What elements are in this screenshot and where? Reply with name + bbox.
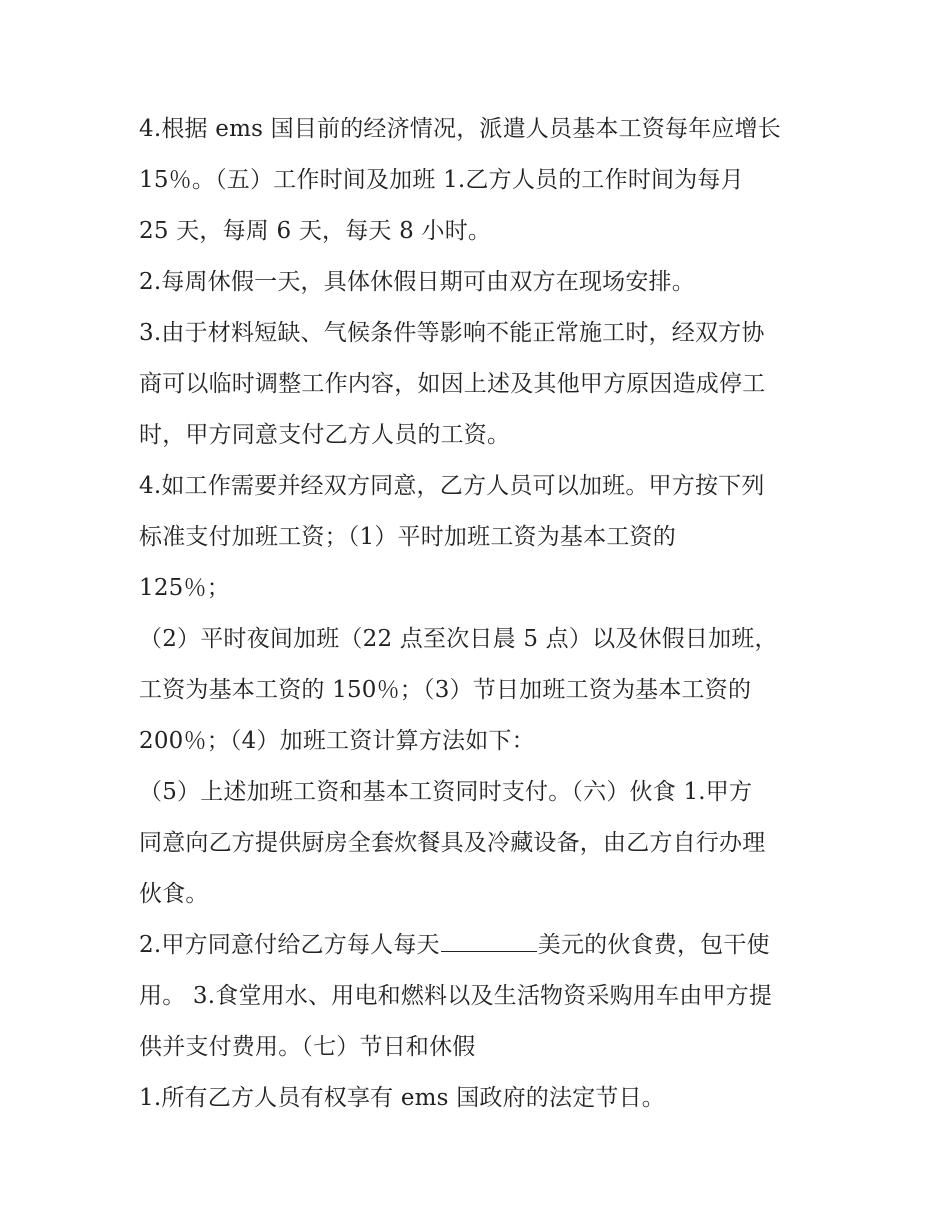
text-line: 4.根据 ems 国目前的经济情况，派遣人员基本工资每年应增长: [139, 116, 781, 142]
text-line: 3.由于材料短缺、气候条件等影响不能正常施工时，经双方协: [139, 320, 765, 346]
text-line: 同意向乙方提供厨房全套炊餐具及冷藏设备，由乙方自行办理: [139, 830, 766, 856]
text-line-with-blank: [139, 920, 839, 971]
text-line: 1.所有乙方人员有权享有 ems 国政府的法定节日。: [139, 1085, 665, 1111]
text-line: 2.每周休假一天，具体休假日期可由双方在现场安排。: [139, 269, 695, 295]
text-line: 200％；（4）加班工资计算方法如下：: [139, 728, 535, 754]
text-line: 用。 3.食堂用水、用电和燃料以及生活物资采购用车由甲方提: [139, 983, 773, 1009]
text-line: 商可以临时调整工作内容，如因上述及其他甲方原因造成停工: [139, 371, 766, 397]
text-line: （5）上述加班工资和基本工资同时支付。（六）伙食 1.甲方: [139, 779, 753, 805]
text-before-blank: 2.甲方同意付给乙方每人每天: [139, 932, 440, 958]
text-line: 供并支付费用。（七）节日和休假: [139, 1034, 476, 1060]
text-line: 125％；: [139, 575, 230, 601]
text-line: 工资为基本工资的 150％；（3）节日加班工资为基本工资的: [139, 677, 752, 703]
document-body: [139, 104, 839, 1124]
text-line: 伙食。: [139, 881, 209, 907]
text-line: 时，甲方同意支付乙方人员的工资。: [139, 422, 511, 448]
text-line: 15％。（五）工作时间及加班 1.乙方人员的工作时间为每月: [139, 167, 744, 193]
text-line: 25 天，每周 6 天，每天 8 小时。: [139, 218, 492, 244]
text-after-blank: 美元的伙食费，包干使: [537, 932, 770, 958]
text-line: （2）平时夜间加班（22 点至次日晨 5 点）以及休假日加班，: [139, 626, 778, 652]
text-line: 4.如工作需要并经双方同意，乙方人员可以加班。甲方按下列: [139, 473, 765, 499]
fill-in-blank: [441, 933, 537, 952]
text-line: 标准支付加班工资；（1）平时加班工资为基本工资的: [139, 524, 676, 550]
